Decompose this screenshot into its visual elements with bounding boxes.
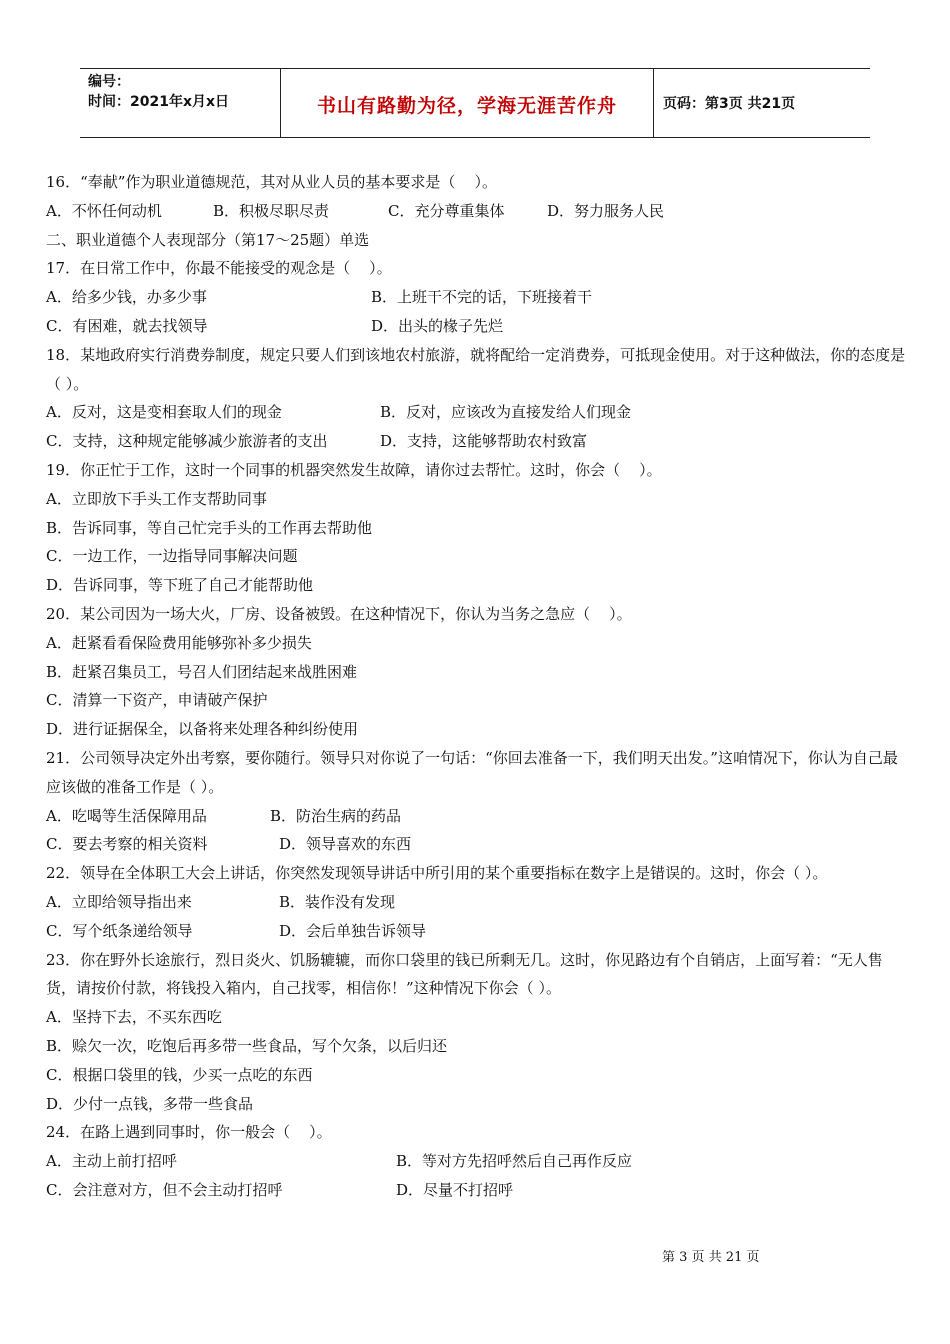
option-24-b: B．等对方先招呼然后自己再作反应 [396,1152,633,1171]
option-23-a: A．坚持下去，不买东西吃 [46,1008,222,1027]
header-meta [80,69,281,137]
question-17: 17．在日常工作中，你最不能接受的观念是（ ）。 [46,259,392,278]
option-16-a: A．不怀任何动机 [46,201,162,220]
option-23-d: D．少付一点钱，多带一些食品 [46,1094,254,1113]
option-17-a: A．给多少钱，办多少事 [46,288,207,307]
question-22-options-1 [46,888,912,917]
page-footer: 第 3 页 共 21 页 [662,1250,760,1265]
option-21-d: D．领导喜欢的东西 [279,835,412,854]
option-19-a: A．立即放下手头工作支帮助同事 [46,489,267,508]
option-24-c: C．会注意对方，但不会主动打招呼 [46,1180,283,1199]
option-20-d: D．进行证据保全，以备将来处理各种纠纷使用 [46,720,359,739]
header-motto: 书山有路勤为径，学海无涯苦作舟 [316,94,617,117]
question-20: 20．某公司因为一场大火，厂房、设备被毁。在这种情况下，你认为当务之急应（ ）。 [46,604,632,623]
option-20-a: A．赶紧看看保险费用能够弥补多少损失 [46,633,312,652]
question-16: 16．“奉献”作为职业道德规范，其对从业人员的基本要求是（ ）。 [46,173,497,191]
option-19-d: D．告诉同事，等下班了自己才能帮助他 [46,576,314,595]
option-18-d: D．支持，这能够帮助农村致富 [380,432,588,451]
option-22-b: B．装作没有发现 [279,892,396,911]
question-19: 19．你正忙于工作，这时一个同事的机器突然发生故障，请你过去帮忙。这时，你会（ ）。 [46,460,662,479]
question-23: 23．你在野外长途旅行，烈日炎火、饥肠辘辘，而你口袋里的钱已所剩无几。这时，你见路边有个自销店，上面写着：“无人售货，请按价付款，将钱投入箱内，自己找零，相信你！”这种情况下你会（ ）。 [46,950,883,998]
question-18-options-1 [46,398,912,427]
question-17-options-2 [46,312,912,341]
header-number-label: 编号： [88,74,130,90]
header-motto-cell [281,69,654,137]
option-19-b: B．告诉同事，等自己忙完手头的工作再去帮助他 [46,518,373,537]
option-17-d: D．出头的椽子先烂 [371,316,504,335]
header-time-label: 时间：2021年x月x日 [88,94,230,110]
option-18-a: A．反对，这是变相套取人们的现金 [46,403,282,422]
question-content [46,168,912,1205]
question-24: 24．在路上遇到同事时，你一般会（ ）。 [46,1123,332,1142]
question-16-options [46,197,912,226]
option-23-c: C．根据口袋里的钱，少买一点吃的东西 [46,1065,313,1084]
question-22-options-2 [46,917,912,946]
section-2-heading: 二、职业道德个人表现部分（第17～25题）单选 [46,230,370,249]
question-22: 22．领导在全体职工大会上讲话，你突然发现领导讲话中所引用的某个重要指标在数字上是错误的。这时，你会（ ）。 [46,864,828,883]
option-22-d: D．会后单独告诉领导 [279,921,427,940]
option-23-b: B．赊欠一次，吃饱后再多带一些食品，写个欠条，以后归还 [46,1036,448,1055]
option-21-b: B．防治生病的药品 [270,806,402,825]
option-16-c: C．充分尊重集体 [388,201,505,220]
option-18-b: B．反对，应该改为直接发给人们现金 [380,403,632,422]
option-20-b: B．赶紧召集员工，号召人们团结起来战胜困难 [46,662,358,681]
option-16-b: B．积极尽职尽责 [213,201,330,220]
option-17-c: C．有困难，就去找领导 [46,316,208,335]
header-page-info: 页码：第3页 共21页 [663,96,796,112]
option-21-a: A．吃喝等生活保障用品 [46,806,207,825]
option-16-d: D．努力服务人民 [547,201,665,220]
page-header [80,68,870,138]
option-24-d: D．尽量不打招呼 [396,1180,514,1199]
question-18-options-2 [46,427,912,456]
question-24-options-1 [46,1147,912,1176]
question-21-options-1 [46,802,912,831]
option-19-c: C．一边工作，一边指导同事解决问题 [46,547,298,566]
question-21: 21．公司领导决定外出考察，要你随行。领导只对你说了一句话：“你回去准备一下，我们明天出发。”这咱情况下，你认为自己最应该做的准备工作是（ ）。 [46,748,898,796]
option-22-c: C．写个纸条递给领导 [46,921,193,940]
option-24-a: A．主动上前打招呼 [46,1152,177,1171]
option-20-c: C．清算一下资产，申请破产保护 [46,691,268,710]
option-17-b: B．上班干不完的话，下班接着干 [371,288,593,307]
option-18-c: C．支持，这种规定能够减少旅游者的支出 [46,432,328,451]
header-page-info-cell [654,69,870,137]
question-18: 18．某地政府实行消费券制度，规定只要人们到该地农村旅游，就将配给一定消费券，可抵现金使用。对于这种做法，你的态度是（ ）。 [46,345,906,393]
option-22-a: A．立即给领导指出来 [46,892,192,911]
option-21-c: C．要去考察的相关资料 [46,835,208,854]
question-21-options-2 [46,830,912,859]
question-24-options-2 [46,1176,912,1205]
question-17-options-1 [46,283,912,312]
